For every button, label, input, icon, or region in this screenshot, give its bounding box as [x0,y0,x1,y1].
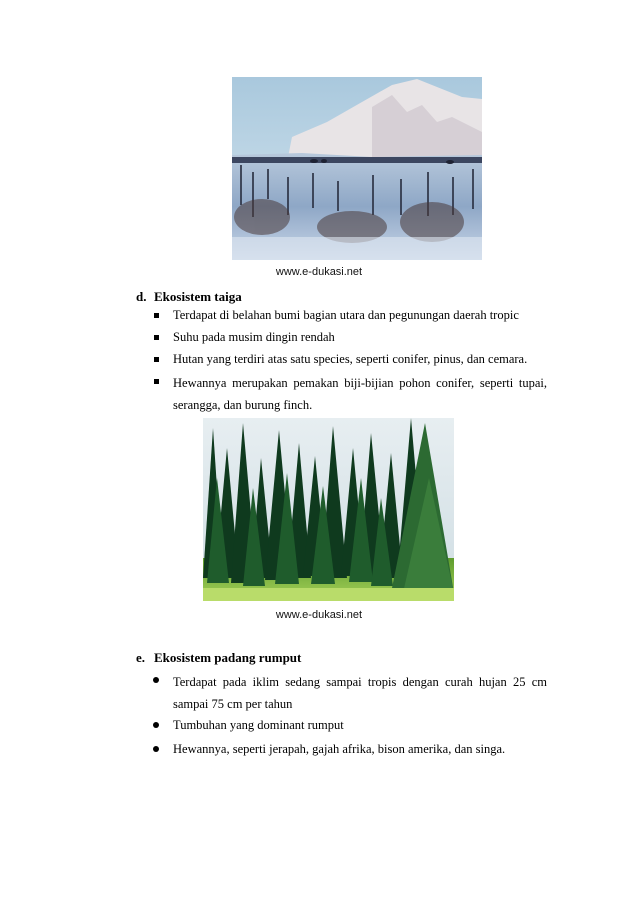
list-item [152,328,547,347]
list-item-text: Terdapat di belahan bumi bagian utara dan pegunungan daerah tropic [173,308,519,322]
list-item-text: Hewannya, seperti jerapah, gajah afrika, bison amerika, dan singa. [173,742,506,756]
square-bullet-icon [154,357,159,362]
list-item-text: Hewannya merupakan pemakan biji-bijian pohon conifer, seperti tupai, serangga, dan burung finch. [173,376,547,412]
square-bullet-icon [154,313,159,318]
tundra-photo [232,77,482,260]
snowy-mountain-image [232,77,482,260]
list-item-text: Terdapat pada iklim sedang sampai tropis dengan curah hujan 25 cm sampai 75 cm per tahun [173,675,547,711]
section-letter: d. [136,289,147,304]
list-item [152,350,547,369]
figure-caption: www.e-dukasi.net [275,266,363,278]
square-bullet-icon [154,379,159,384]
round-bullet-icon [153,677,159,683]
section-heading [136,650,301,666]
figure-caption: www.e-dukasi.net [275,609,363,621]
section-letter: e. [136,650,146,665]
list-item [152,306,547,325]
list-item-text: Suhu pada musim dingin rendah [173,330,335,344]
list-item [152,372,547,416]
section-heading [136,289,242,305]
list-item [152,716,547,735]
square-bullet-icon [154,335,159,340]
section-title: Ekosistem taiga [154,289,242,304]
taiga-photo [203,418,454,601]
round-bullet-icon [153,722,159,728]
list-item-text: Tumbuhan yang dominant rumput [173,718,344,732]
list-item-text: Hutan yang terdiri atas satu species, seperti conifer, pinus, dan cemara. [173,352,528,366]
list-item [152,740,547,759]
round-bullet-icon [153,746,159,752]
section-title: Ekosistem padang rumput [154,650,302,665]
list-item [152,671,547,715]
conifer-forest-image [203,418,454,601]
